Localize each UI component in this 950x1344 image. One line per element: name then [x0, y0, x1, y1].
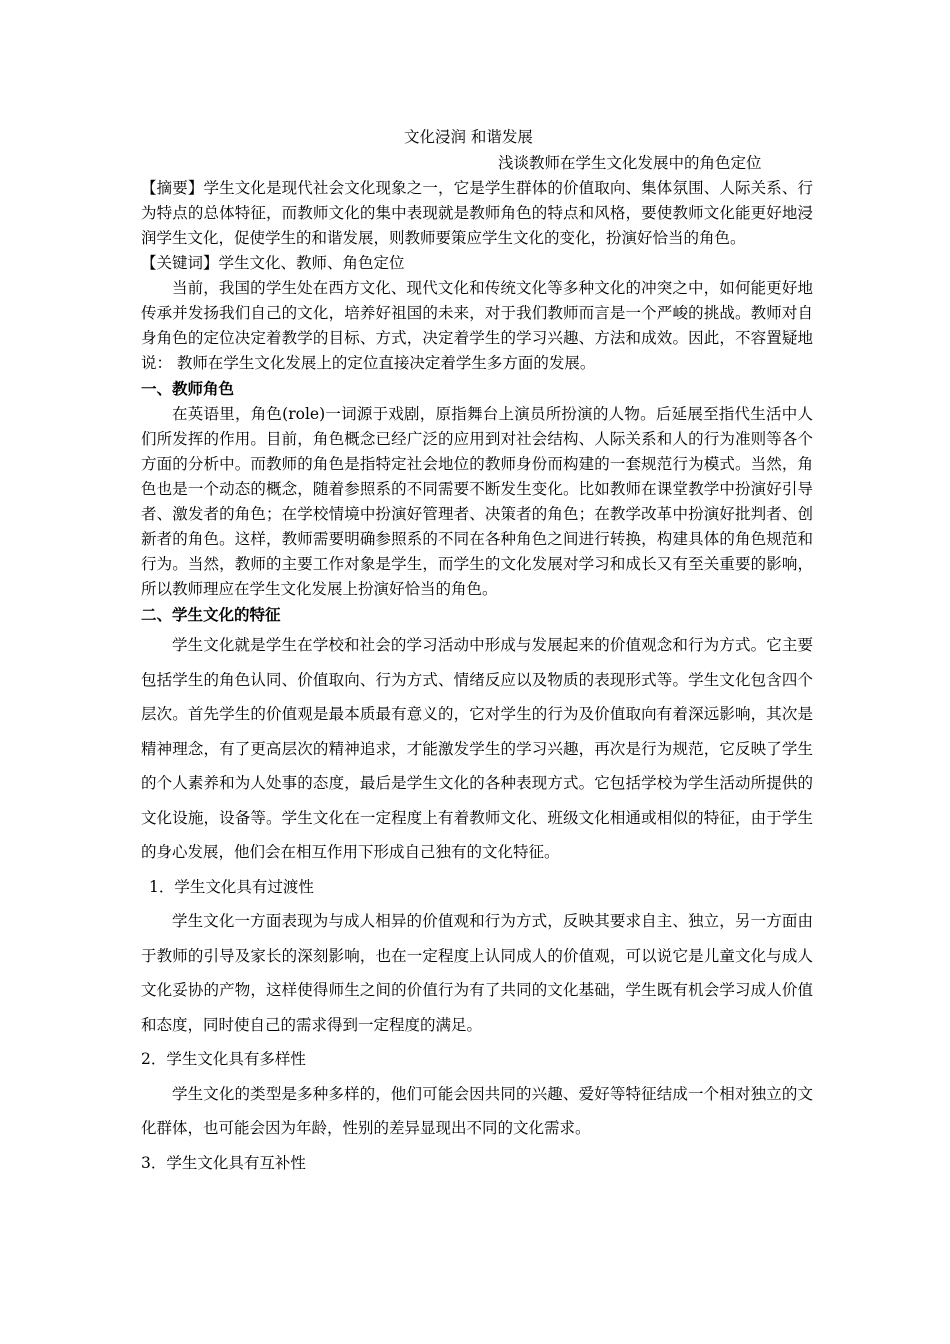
intro-paragraph: 当前，我国的学生处在西方文化、现代文化和传统文化等多种文化的冲突之中，如何能更好地传承并发扬我们自己的文化，培养好祖国的未来，对于我们教师而言是一个严峻的挑战。教师对自身角色的定位决定着教学的目标、方式，决定着学生的学习兴趣、方法和成效。因此，不容置疑地说： 教师在学生文化发展上的定位直接决定着学生多方面的发展。	[141, 279, 813, 372]
item-heading-transitional: 1．学生文化具有过渡性	[149, 877, 314, 896]
section-heading-teacher-role: 一、教师角色	[141, 379, 235, 398]
student-culture-paragraph: 学生文化就是学生在学校和社会的学习活动中形成与发展起来的价值观念和行为方式。它主要包括学生的角色认同、价值取向、行为方式、情绪反应以及物质的表现形式等。学生文化包含四个层次。首先学生的价值观是最本质最有意义的，它对学生的行为及价值取向有着深远影响，其次是精神理念，有了更高层次的精神追求，才能激发学生的学习兴趣，再次是行为规范，它反映了学生的个人素养和为人处事的态度，最后是学生文化的各种表现方式。它包括学校为学生活动所提供的文化设施，设备等。学生文化在一定程度上有着教师文化、班级文化相通或相似的特征，由于学生的身心发展，他们会在相互作用下形成自己独有的文化特征。	[141, 636, 813, 861]
item-heading-complementarity: 3．学生文化具有互补性	[141, 1153, 306, 1172]
transitional-paragraph: 学生文化一方面表现为与成人相异的价值观和行为方式，反映其要求自主、独立，另一方面由于教师的引导及家长的深刻影响，也在一定程度上认同成人的价值观，可以说它是儿童文化与成人文化妥协的产物，这样使得师生之间的价值行为有了共同的文化基础，学生既有机会学习成人价值和态度，同时使自己的需求得到一定程度的满足。	[141, 912, 813, 1034]
item-heading-diversity: 2．学生文化具有多样性	[141, 1050, 306, 1068]
document-subtitle: 浅谈教师在学生文化发展中的角色定位	[498, 154, 762, 172]
section-heading-student-culture: 二、学生文化的特征	[141, 605, 281, 624]
diversity-paragraph: 学生文化的类型是多种多样的，他们可能会因共同的兴趣、爱好等特征结成一个相对独立的文化群体，也可能会因为年龄，性别的差异显现出不同的文化需求。	[141, 1084, 813, 1137]
document-body	[141, 124, 813, 1180]
abstract-paragraph: 【摘要】学生文化是现代社会文化现象之一，它是学生群体的价值取向、集体氛围、人际关系、行为特点的总体特征，而教师文化的集中表现就是教师角色的特点和风格，要使教师文化能更好地浸润学生文化，促使学生的和谐发展，则教师要策应学生文化的变化，扮演好恰当的角色。	[141, 179, 813, 247]
student-culture-section	[141, 628, 813, 1180]
keywords-line: 【关键词】学生文化、教师、角色定位	[141, 254, 405, 272]
teacher-role-paragraph: 在英语里，角色(role)一词源于戏剧，原指舞台上演员所扮演的人物。后延展至指代生活中人们所发挥的作用。目前，角色概念已经广泛的应用到对社会结构、人际关系和人的行为准则等各个方面的分析中。而教师的角色是指特定社会地位的教师身份而构建的一套规范行为模式。当然，角色也是一个动态的概念，随着参照系的不同需要不断发生变化。比如教师在课堂教学中扮演好引导者、激发者的角色；在学校情境中扮演好管理者、决策者的角色；在教学改革中扮演好批判者、创新者的角色。这样，教师需要明确参照系的不同在各种角色之间进行转换，构建具体的角色规范和行为。当然，教师的主要工作对象是学生，而学生的文化发展对学习和成长又有至关重要的影响，所以教师理应在学生文化发展上扮演好恰当的角色。	[141, 405, 813, 598]
document-title: 文化浸润 和谐发展	[404, 128, 533, 146]
